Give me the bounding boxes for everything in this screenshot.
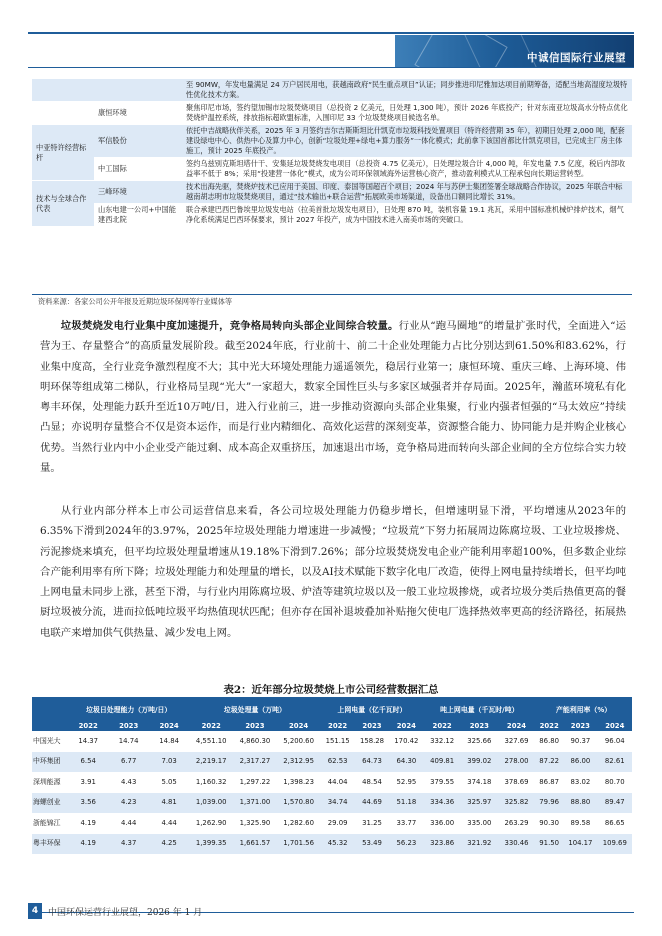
value-cell: 14.74: [108, 731, 148, 752]
year-header: 2024: [149, 721, 189, 731]
value-cell: 2,317.27: [233, 752, 277, 773]
value-cell: 1,039.00: [189, 793, 233, 814]
value-cell: 3.91: [68, 772, 108, 793]
value-cell: 104.17: [563, 834, 597, 855]
value-cell: 91.50: [535, 834, 563, 855]
year-header: 2022: [424, 721, 461, 731]
year-header-row: [32, 721, 632, 731]
value-cell: 1,160.32: [189, 772, 233, 793]
table-row: [32, 181, 632, 204]
value-cell: 62.53: [320, 752, 354, 773]
category-cell: 中亚特许经营标杆: [32, 125, 94, 181]
year-header: 2024: [498, 721, 535, 731]
table-source-note: 资料来源：各家公司公开年报及近期垃圾环保网等行业媒体等: [38, 297, 233, 306]
body-paragraph-concentration: [40, 316, 626, 478]
value-cell: 64.30: [389, 752, 423, 773]
table-body: [32, 731, 632, 854]
year-header: 2024: [389, 721, 423, 731]
year-header: 2022: [535, 721, 563, 731]
value-cell: 4.19: [68, 813, 108, 834]
value-cell: 327.69: [498, 731, 535, 752]
description-cell: 签约乌兹别克斯坦塔什干、安集延垃圾焚烧发电项目（总投资 4.75 亿美元），日处理垃圾合计 4,000 吨，年发电量 7.5 亿度，税后内部收益率不低于 8%；采用“投建营一体化”模式，成为公司环保领域海外运营核心资产，推动盈利模式从工程承包向长期运营转型。: [182, 158, 632, 181]
value-cell: 321.92: [461, 834, 498, 855]
value-cell: 86.87: [535, 772, 563, 793]
value-cell: 3.56: [68, 793, 108, 814]
table-row: [32, 158, 632, 181]
value-cell: 5.05: [149, 772, 189, 793]
paragraph-text: 行业从“跑马圈地”的增量扩张时代，全面进入“运营为王、存量整合”的高质量发展阶段。截至2024年底，行业前十、前二十企业处理能力占比分别达到61.50%和83.62%，行业集中度高，全行业竞争激烈程度不大；其中光大环境处理能力遥遥领先，稳居行业第一；康恒环境、重庆三峰、上海环境、伟明环保等组成第二梯队，行业格局呈现“光大”一家超大，数家全国性巨头与多家区域强者并存局面。2025年，瀚蓝环境私有化粤丰环保，处理能力跃升至近10万吨/日，进入行业前三，进一步推动资源向头部企业集聚，行业内强者恒强的“马太效应”持续凸显；亦说明存量整合不仅是资本运作，而是行业内精细化、高效化运营的深刻变革，资源整合能力、协同能力是并购企业核心优势。当然行业内中小企业受产能过剩、成本高企双重挤压，加速退出市场，竞争格局进而转向头部企业间的全方位综合实力较量。: [40, 320, 627, 475]
value-cell: 86.65: [598, 813, 632, 834]
value-cell: 2,312.95: [277, 752, 321, 773]
value-cell: 87.22: [535, 752, 563, 773]
value-cell: 330.46: [498, 834, 535, 855]
column-group-header: 产能利用率（%）: [535, 699, 632, 721]
table-row: [32, 813, 632, 834]
value-cell: 4.25: [149, 834, 189, 855]
header-title: 中诚信国际行业展望: [527, 52, 626, 64]
value-cell: 31.25: [355, 813, 389, 834]
value-cell: 51.18: [389, 793, 423, 814]
company-cell: 中工国际: [94, 158, 182, 181]
footer-text: 中国环保运营行业展望，2026 年 1 月: [48, 908, 203, 918]
value-cell: 44.69: [355, 793, 389, 814]
value-cell: 96.04: [598, 731, 632, 752]
column-group-header: 上网电量（亿千瓦时）: [320, 699, 423, 721]
value-cell: 378.69: [498, 772, 535, 793]
value-cell: 325.66: [461, 731, 498, 752]
value-cell: 336.00: [424, 813, 461, 834]
company-cell: 山东电建一公司+中国能建西北院: [94, 204, 182, 227]
year-header: 2022: [189, 721, 233, 731]
value-cell: 399.02: [461, 752, 498, 773]
overseas-projects-table: [32, 78, 632, 227]
value-cell: 14.84: [149, 731, 189, 752]
year-header: 2023: [233, 721, 277, 731]
value-cell: 1,262.90: [189, 813, 233, 834]
value-cell: 1,399.35: [189, 834, 233, 855]
description-cell: 依托中吉战略伙伴关系，2025 年 3 月签约吉尔吉斯斯坦比什凯克市垃圾科技处置项目（特许经营期 35 年），初期日处理 2,000 吨，配套建设绿电中心、供热中心及算力中心，创新“垃圾处理+绿电+算力服务”一体化模式；此前拿下该国首都比什凯克项目，已完成主厂房主体施工，预计 2025 年底投产。: [182, 125, 632, 158]
value-cell: 44.04: [320, 772, 354, 793]
value-cell: 90.30: [535, 813, 563, 834]
value-cell: 4.44: [149, 813, 189, 834]
table-header-row: [32, 699, 632, 721]
value-cell: 4,860.30: [233, 731, 277, 752]
value-cell: 4.19: [68, 834, 108, 855]
company-cell: [94, 79, 182, 102]
company-name-cell: 粤丰环保: [32, 834, 68, 855]
description-cell: 至 90MW，年发电量满足 24 万户居民用电，获越南政府“民生重点项目”认证；同步推进印尼雅加达项目前期筹备，适配当地高湿度垃圾特性优化技术方案。: [182, 79, 632, 102]
table-row: [32, 752, 632, 773]
value-cell: 82.61: [598, 752, 632, 773]
value-cell: 4.43: [108, 772, 148, 793]
year-header: 2023: [108, 721, 148, 731]
value-cell: 158.28: [355, 731, 389, 752]
value-cell: 56.23: [389, 834, 423, 855]
value-cell: 109.69: [598, 834, 632, 855]
value-cell: 325.97: [461, 793, 498, 814]
value-cell: 45.32: [320, 834, 354, 855]
value-cell: 374.18: [461, 772, 498, 793]
company-name-cell: 中国光大: [32, 731, 68, 752]
company-cell: 康恒环境: [94, 102, 182, 125]
value-cell: 1,398.23: [277, 772, 321, 793]
value-cell: 89.47: [598, 793, 632, 814]
header-bottom-rule: [28, 67, 634, 68]
table-row: [32, 793, 632, 814]
year-header: 2024: [277, 721, 321, 731]
value-cell: 29.09: [320, 813, 354, 834]
value-cell: 4.37: [108, 834, 148, 855]
company-cell: 三峰环境: [94, 181, 182, 204]
value-cell: 6.77: [108, 752, 148, 773]
value-cell: 48.54: [355, 772, 389, 793]
value-cell: 86.80: [535, 731, 563, 752]
column-group-header: 吨上网电量（千瓦时/吨）: [424, 699, 536, 721]
category-cell: 技术与全球合作代表: [32, 181, 94, 227]
description-cell: 联合承建巴西巴鲁埃里垃圾发电站（拉美首批垃圾发电项目），日处理 870 吨，装机容量 19.1 兆瓦，采用中国标准机械炉排炉技术，烟气净化系统满足巴西环保要求，预计 2027 年投产，成为中国技术进入南美市场的突破口。: [182, 204, 632, 227]
paragraph-lead: 垃圾焚烧发电行业集中度加速提升，竞争格局转向头部企业间综合较量。: [60, 320, 399, 332]
value-cell: 52.95: [389, 772, 423, 793]
value-cell: 80.70: [598, 772, 632, 793]
value-cell: 89.58: [563, 813, 597, 834]
value-cell: 4.44: [108, 813, 148, 834]
value-cell: 90.37: [563, 731, 597, 752]
value-cell: 409.81: [424, 752, 461, 773]
category-cell: [32, 102, 94, 125]
value-cell: 86.00: [563, 752, 597, 773]
body-paragraph-operations: 从行业内部分样本上市公司运营信息来看，各公司垃圾处理能力仍稳步增长，但增速明显下滑，平均增速从2023年的6.35%下滑到2024年的3.97%，2025年垃圾处理能力增速进一步减慢；“垃圾荒”下努力拓展周边陈腐垃圾、工业垃圾掺烧、污泥掺烧来填充，但平均垃圾处理量增速从19.18%下滑到7.26%；部分垃圾焚烧发电企业产能利用率超100%，但多数企业综合产能利用率有所下降；垃圾处理能力和处理量的增长，以及AI技术赋能下数字化电厂改造，使得上网电量持续增长，但平均吨上网电量未同步上涨，甚至下滑，与行业内用陈腐垃圾、炉渣等建筑垃圾以及一般工业垃圾掺烧，或者垃圾分类后热值更高的餐厨垃圾被分流，进而拉低吨垃圾平均热值现状匹配；但亦存在国补退坡叠加补贴拖欠使电厂选择热效率更高的经济路径，拓展热电联产来增加供气供热量、减少发电上网。: [40, 505, 626, 639]
year-header: 2023: [461, 721, 498, 731]
value-cell: 64.73: [355, 752, 389, 773]
company-name-cell: 海螺创业: [32, 793, 68, 814]
year-header: 2023: [355, 721, 389, 731]
table-row: [32, 772, 632, 793]
header-top-rule: [28, 32, 634, 34]
value-cell: 33.77: [389, 813, 423, 834]
value-cell: 1,371.00: [233, 793, 277, 814]
column-group-header: 垃圾处理量（万吨）: [189, 699, 320, 721]
value-cell: 1,570.80: [277, 793, 321, 814]
value-cell: 263.29: [498, 813, 535, 834]
corner-header: [32, 699, 68, 731]
value-cell: 79.96: [535, 793, 563, 814]
value-cell: 332.12: [424, 731, 461, 752]
table-row: [32, 731, 632, 752]
value-cell: 53.49: [355, 834, 389, 855]
table-bottom-rule: [32, 294, 632, 295]
value-cell: 7.03: [149, 752, 189, 773]
header-banner: [395, 35, 634, 67]
value-cell: 1,297.22: [233, 772, 277, 793]
operating-data-table: [32, 699, 632, 855]
value-cell: 5,200.60: [277, 731, 321, 752]
value-cell: 170.42: [389, 731, 423, 752]
value-cell: 83.02: [563, 772, 597, 793]
company-name-cell: 浙能锦江: [32, 813, 68, 834]
value-cell: 4.81: [149, 793, 189, 814]
description-cell: 技术出海先驱，焚烧炉技术已应用于美国、印度、泰国等国超百个项目；2024 年与苏伊士集团签署全球战略合作协议，2025 年联合中标越南胡志明市垃圾焚烧项目，通过“技术输出+联合运营”拓展欧美市场渠道，设备出口额同比增长 31%。: [182, 181, 632, 204]
value-cell: 278.00: [498, 752, 535, 773]
value-cell: 379.55: [424, 772, 461, 793]
value-cell: 334.36: [424, 793, 461, 814]
table-row: [32, 79, 632, 102]
value-cell: 1,282.60: [277, 813, 321, 834]
value-cell: 1,701.56: [277, 834, 321, 855]
value-cell: 6.54: [68, 752, 108, 773]
column-group-header: 垃圾日处理能力（万吨/日）: [68, 699, 189, 721]
value-cell: 1,325.90: [233, 813, 277, 834]
value-cell: 88.80: [563, 793, 597, 814]
category-cell: [32, 79, 94, 102]
table-row: [32, 125, 632, 158]
year-header: 2022: [320, 721, 354, 731]
table-row: [32, 204, 632, 227]
value-cell: 151.15: [320, 731, 354, 752]
year-header: 2024: [598, 721, 632, 731]
table-row: [32, 834, 632, 855]
company-name-cell: 深圳能源: [32, 772, 68, 793]
value-cell: 335.00: [461, 813, 498, 834]
company-name-cell: 中环集团: [32, 752, 68, 773]
year-header: 2022: [68, 721, 108, 731]
table-row: [32, 102, 632, 125]
description-cell: 聚焦印尼市场，签约望加锡市垃圾焚烧项目（总投资 2 亿美元，日处理 1,300 吨），预计 2026 年底投产；针对东南亚垃圾高水分特点优化焚烧炉温控系统，排放指标超欧盟标准，入围印尼 33 个垃圾焚烧项目候选名单。: [182, 102, 632, 125]
value-cell: 34.74: [320, 793, 354, 814]
value-cell: 4,551.10: [189, 731, 233, 752]
value-cell: 323.86: [424, 834, 461, 855]
value-cell: 2,219.17: [189, 752, 233, 773]
value-cell: 4.23: [108, 793, 148, 814]
company-cell: 军信股份: [94, 125, 182, 158]
page-number: 4: [28, 903, 42, 919]
value-cell: 14.37: [68, 731, 108, 752]
table-caption: 表2：近年部分垃圾焚烧上市公司经营数据汇总: [223, 684, 439, 696]
value-cell: 325.82: [498, 793, 535, 814]
value-cell: 1,661.57: [233, 834, 277, 855]
year-header: 2023: [563, 721, 597, 731]
